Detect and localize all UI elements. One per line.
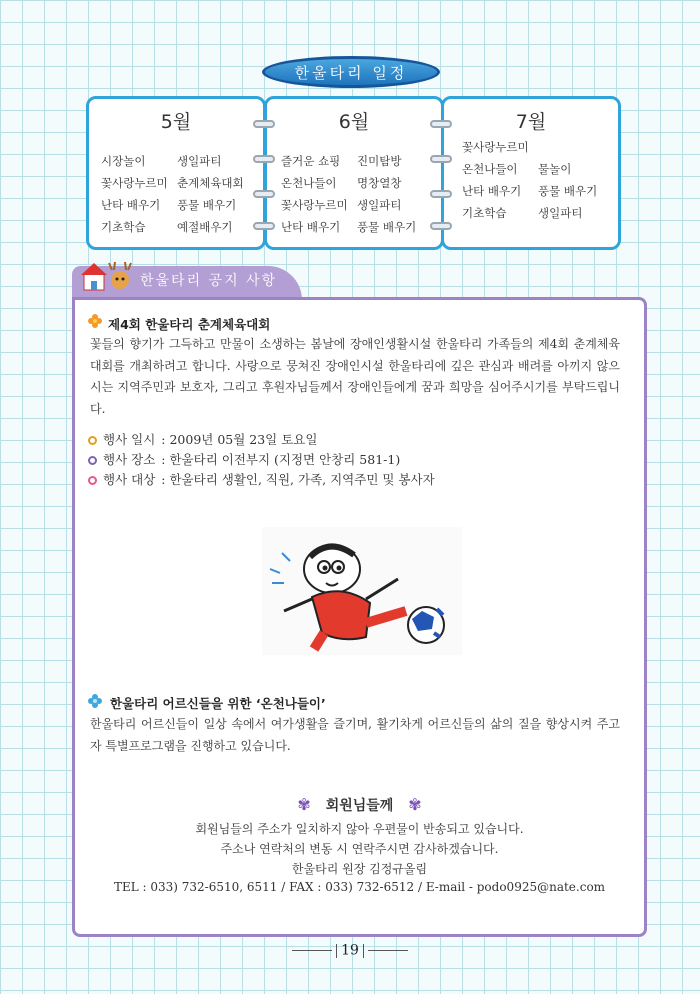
flower-icon: ✾ bbox=[297, 795, 311, 814]
activity: 물놀이 bbox=[538, 162, 572, 176]
activity: 꽃사랑누르미 bbox=[462, 140, 529, 154]
circle-bullet-icon bbox=[88, 476, 97, 485]
members-heading-row bbox=[72, 795, 647, 815]
month-title: 7월 bbox=[515, 111, 547, 133]
house-deer-icon bbox=[78, 258, 136, 294]
month-card-june bbox=[264, 96, 444, 250]
detail-label: 행사 장소 bbox=[103, 452, 156, 467]
activity: 시장놀이 bbox=[101, 154, 146, 168]
month-activities bbox=[101, 153, 263, 235]
detail-label: 행사 일시 bbox=[103, 432, 156, 447]
event-detail-date bbox=[88, 430, 317, 448]
binder-ring bbox=[430, 120, 452, 128]
binder-ring bbox=[430, 222, 452, 230]
detail-value: : 2009년 05월 23일 토요일 bbox=[161, 432, 318, 447]
circle-bullet-icon bbox=[88, 436, 97, 445]
activity: 예절배우기 bbox=[177, 220, 233, 234]
activity: 꽃사랑누르미 bbox=[281, 198, 348, 212]
activity: 난타 배우기 bbox=[281, 220, 341, 234]
activity: 기초학습 bbox=[101, 220, 146, 234]
binder-ring bbox=[253, 222, 275, 230]
page-number: 19 bbox=[341, 942, 359, 959]
event2-heading: 한울타리 어르신들을 위한 ‘온천나들이’ bbox=[110, 696, 326, 711]
month-activities bbox=[462, 161, 618, 221]
members-line: 주소나 연락처의 변동 시 연락주시면 감사하겠습니다. bbox=[220, 842, 499, 856]
activity: 온천나들이 bbox=[462, 162, 518, 176]
flower-icon: ✾ bbox=[408, 795, 422, 814]
activity: 생일파티 bbox=[177, 154, 222, 168]
binder-ring bbox=[430, 190, 452, 198]
footer-rule bbox=[292, 950, 332, 951]
detail-value: : 한울타리 이전부지 (지정면 안창리 581-1) bbox=[161, 452, 401, 467]
activity: 즐거운 쇼핑 bbox=[281, 154, 341, 168]
month-title: 6월 bbox=[338, 111, 370, 133]
month-card-july bbox=[441, 96, 621, 250]
activity: 생일파티 bbox=[538, 206, 583, 220]
soccer-player-illustration bbox=[262, 527, 462, 655]
members-heading: 회원님들께 bbox=[325, 798, 394, 814]
event-detail-target bbox=[88, 470, 435, 488]
activity: 풍물 배우기 bbox=[538, 184, 598, 198]
activity: 꽃사랑누르미 bbox=[101, 176, 168, 190]
detail-value: : 한울타리 생활인, 직원, 가족, 지역주민 및 봉사자 bbox=[161, 472, 435, 487]
detail-label: 행사 대상 bbox=[103, 472, 156, 487]
activity: 온천나들이 bbox=[281, 176, 337, 190]
month-title: 5월 bbox=[160, 111, 192, 133]
binder-ring bbox=[253, 120, 275, 128]
footer-rule bbox=[368, 950, 408, 951]
circle-bullet-icon bbox=[88, 456, 97, 465]
activity: 풍물 배우기 bbox=[177, 198, 237, 212]
activity: 생일파티 bbox=[357, 198, 402, 212]
flower-bullet-icon bbox=[88, 314, 102, 328]
activity: 기초학습 bbox=[462, 206, 507, 220]
month-card-may bbox=[86, 96, 266, 250]
flower-bullet-icon bbox=[88, 694, 102, 708]
members-line: 회원님들의 주소가 일치하지 않아 우편물이 반송되고 있습니다. bbox=[195, 822, 524, 836]
event-detail-place bbox=[88, 450, 400, 468]
event1-heading: 제4회 한울타리 춘계체육대회 bbox=[108, 317, 271, 332]
activity: 난타 배우기 bbox=[101, 198, 161, 212]
activity: 난타 배우기 bbox=[462, 184, 522, 198]
activity: 명창열창 bbox=[357, 176, 402, 190]
binder-ring bbox=[253, 155, 275, 163]
activity: 진미탐방 bbox=[357, 154, 402, 168]
footer-rule bbox=[363, 944, 364, 958]
schedule-title: 한울타리 일정 bbox=[262, 56, 440, 88]
binder-ring bbox=[430, 155, 452, 163]
notice-tab-title: 한울타리 공지 사항 bbox=[140, 273, 278, 289]
footer-rule bbox=[336, 944, 337, 958]
activity: 춘계체육대회 bbox=[177, 176, 244, 190]
event2-body: 한울타리 어르신들이 일상 속에서 여가생활을 즐기며, 활기차게 어르신들의 삶의 질을 향상시켜 주고자 특별프로그램을 진행하고 있습니다. bbox=[90, 717, 620, 753]
binder-ring bbox=[253, 190, 275, 198]
page-number-row bbox=[0, 940, 700, 959]
members-signature: 한울타리 원장 김정규올림 bbox=[291, 862, 428, 876]
members-contact: TEL : 033) 732-6510, 6511 / FAX : 033) 732-6512 / E-mail - podo0925@nate.com bbox=[113, 880, 606, 894]
month-activities bbox=[281, 153, 441, 235]
activity: 풍물 배우기 bbox=[357, 220, 417, 234]
event1-body: 꽃들의 향기가 그득하고 만물이 소생하는 봄날에 장애인생활시설 한울타리 가족들의 제4회 춘계체육대회를 개최하려고 합니다. 사랑으로 뭉쳐진 장애인시설 한울타리에 깊은 관심과 배려를 아끼지 않으시는 지역주민과 보호자, 그리고 후원자님들께서 장애인들에게 꿈과 희망을 심어주시기를 부탁드립니다. bbox=[90, 337, 620, 416]
